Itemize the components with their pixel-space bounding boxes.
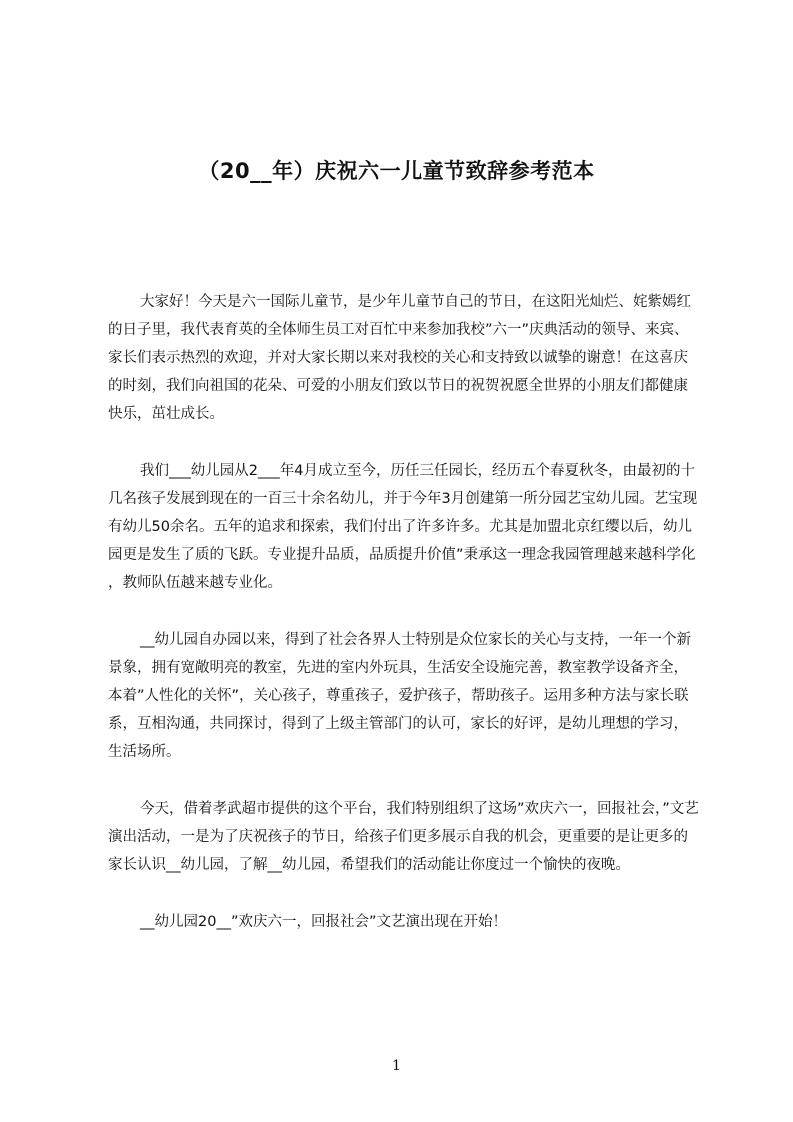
paragraph-greeting: 大家好！今天是六一国际儿童节，是少年儿童节自己的节日，在这阳光灿烂、姹紫嫣红的日子里，我代表育英的全体师生员工对百忙中来参加我校”六一”庆典活动的领导、来宾、家长们表示热烈的欢迎，并对大家长期以来对我校的关心和支持致以诚挚的谢意！在这喜庆的时刻，我们向祖国的花朵、可爱的小朋友们致以节日的祝贺祝愿全世界的小朋友们都健康快乐，茁壮成长。 xyxy=(108,294,691,422)
paragraph-event: 今天，借着孝武超市提供的这个平台，我们特别组织了这场”欢庆六一，回报社会，”文艺演出活动，一是为了庆祝孩子的节日，给孩子们更多展示自我的机会，更重要的是让更多的家长认识__幼儿园，了解__幼儿园，希望我们的活动能让你度过一个愉快的夜晚。 xyxy=(108,801,699,873)
paragraph-facilities: __幼儿园自办园以来，得到了社会各界人士特别是众位家长的关心与支持，一年一个新景象，拥有宽敞明亮的教室，先进的室内外玩具，生活安全设施完善，教室教学设备齐全，本着”人性化的关怀”，关心孩子，尊重孩子，爱护孩子，帮助孩子。运用多种方法与家长联系，互相沟通，共同探讨，得到了上级主管部门的认可，家长的好评，是幼儿理想的学习，生活场所。 xyxy=(108,632,691,760)
paragraph-history: 我们___幼儿园从2___年4月成立至今，历任三任园长，经历五个春夏秋冬，由最初的十几名孩子发展到现在的一百三十余名幼儿，并于今年3月创建第一所分园艺宝幼儿园。艺宝现有幼儿50余名。五年的追求和探索，我们付出了许多许多。尤其是加盟北京红缨以后，幼儿园更是发生了质的飞跃。专业提升品质，品质提升价值”秉承这一理念我园管理越来越科学化，教师队伍越来越专业化。 xyxy=(108,463,698,591)
document-body xyxy=(108,288,700,936)
page-number: 1 xyxy=(392,1058,401,1074)
document-title: （20__年）庆祝六一儿童节致辞参考范本 xyxy=(198,159,595,184)
paragraph-opening: __幼儿园20__”欢庆六一，回报社会”文艺演出现在开始！ xyxy=(140,914,507,930)
